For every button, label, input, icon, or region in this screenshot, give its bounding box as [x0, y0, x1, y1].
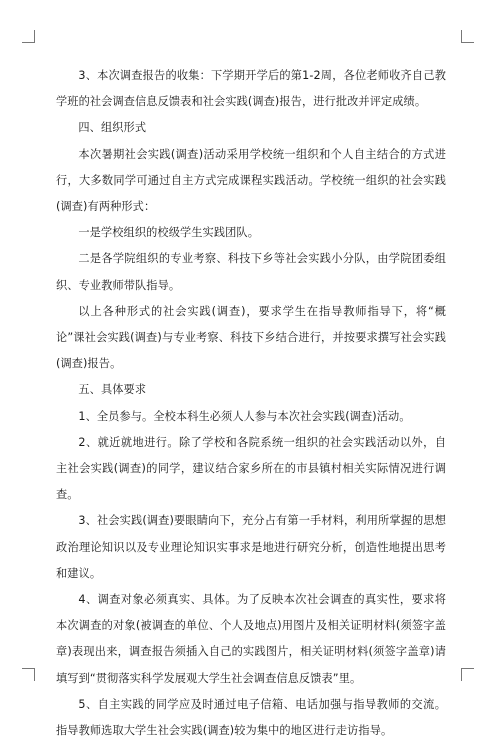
paragraph-collection-note: 3、本次调查报告的收集：下学期开学后的第1-2周，各位老师收齐自己教学班的社会调查信息反馈表和社会实践(调查)报告，进行批改并评定成绩。 — [56, 69, 446, 109]
paragraph-form-two: 二是各学院组织的专业考察、科技下乡等社会实践小分队，由学院团委组织、专业教师带队指导。 — [56, 252, 446, 292]
crop-mark-bottom-left — [22, 668, 35, 681]
crop-mark-top-right — [461, 30, 474, 43]
paragraph-form-one: 一是学校组织的校级学生实践团队。 — [78, 226, 259, 240]
section-heading-requirements: 五、具体要求 — [78, 383, 147, 397]
requirement-item-3: 3、社会实践(调查)要眼睛向下，充分占有第一手材料，利用所掌握的思想政治理论知识以及专业理论知识实事求是地进行研究分析，创造性地提出思考和建议。 — [56, 514, 446, 580]
requirement-item-5: 5、自主实践的同学应及时通过电子信箱、电话加强与指导教师的交流。指导教师选取大学生社会实践(调查)较为集中的地区进行走访指导。 — [56, 697, 446, 738]
crop-mark-top-left — [22, 30, 35, 43]
paragraph-organization-method: 本次暑期社会实践(调查)活动采用学校统一组织和个人自主结合的方式进行，大多数同学可通过自主方式完成课程实践活动。学校统一组织的社会实践(调查)有两种形式： — [56, 147, 446, 214]
requirement-item-2: 2、就近就地进行。除了学校和各院系统一组织的社会实践活动以外，自主社会实践(调查)的同学，建议结合家乡所在的市县镇村相关实际情况进行调查。 — [56, 435, 446, 502]
crop-mark-bottom-right — [461, 668, 474, 681]
section-heading-organization: 四、组织形式 — [78, 121, 147, 135]
document-body — [56, 63, 446, 744]
requirement-item-1: 1、全员参与。全校本科生必须人人参与本次社会实践(调查)活动。 — [78, 409, 411, 423]
requirement-item-4: 4、调查对象必须真实、具体。为了反映本次社会调查的真实性，要求将本次调查的对象(被调查的单位、个人及地点)用图片及相关证明材料(须签字盖章)表现出来，调查报告须插入自己的实践图片，相关证明材料(须签字盖章)请填写到“贯彻落实科学发展观大学生社会调查信息反馈表”里。 — [56, 593, 446, 685]
paragraph-forms-summary: 以上各种形式的社会实践(调查)，要求学生在指导教师指导下，将“概论”课社会实践(调查)与专业考察、科技下乡结合进行，并按要求撰写社会实践(调查)报告。 — [56, 304, 446, 371]
